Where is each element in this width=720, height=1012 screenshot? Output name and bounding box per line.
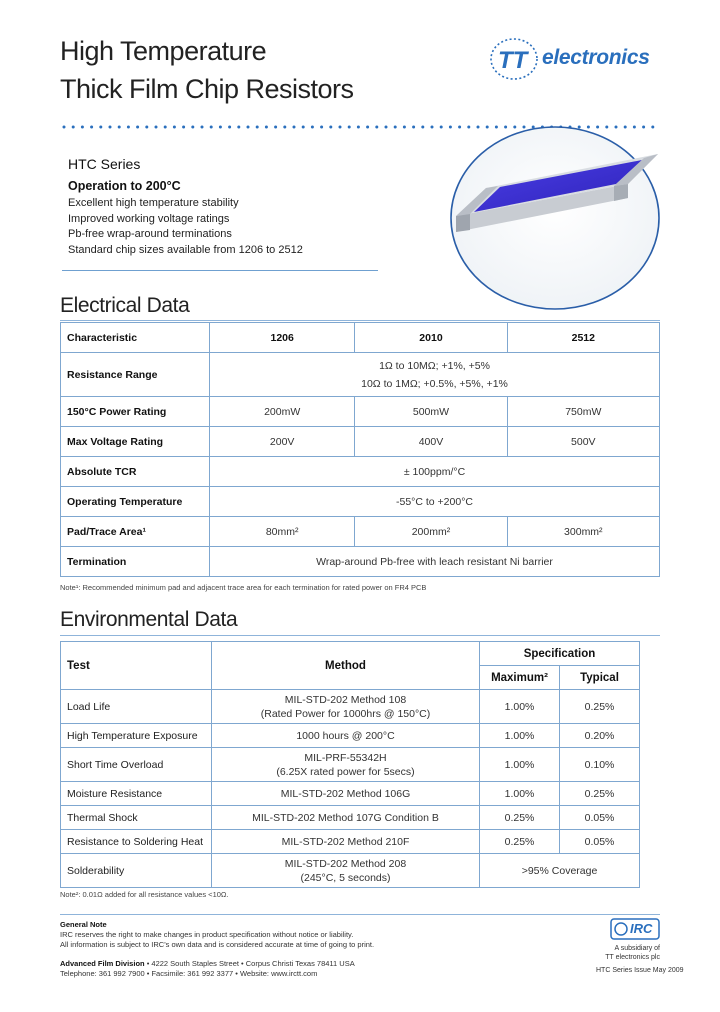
- tt-electronics-logo: [488, 36, 668, 82]
- max-cell: 1.00%: [480, 748, 560, 782]
- method-line: MIL-STD-202 Method 108: [284, 693, 407, 706]
- resistance-range-line-1: 1Ω to 10MΩ; +1%, +5%: [379, 359, 490, 372]
- table-row: [61, 547, 660, 577]
- operation-temp: Operation to 200°C: [68, 179, 181, 193]
- irc-logo: [610, 918, 660, 940]
- table-header-row: [61, 642, 640, 666]
- series-name: HTC Series: [68, 156, 141, 172]
- max-cell: 0.25%: [480, 830, 560, 854]
- test-name: Thermal Shock: [61, 806, 212, 830]
- test-name: Load Life: [61, 690, 212, 724]
- table-row: [61, 427, 660, 457]
- table-cell: 80mm²: [210, 517, 355, 547]
- typ-cell: 0.05%: [560, 830, 640, 854]
- method-line: (6.25X rated power for 5secs): [276, 765, 415, 778]
- table-cell: 400V: [355, 427, 507, 457]
- table-row: [61, 517, 660, 547]
- method-cell: [212, 854, 480, 888]
- electrical-data-table: [60, 322, 660, 577]
- environmental-heading-rule: [60, 635, 660, 636]
- general-note-title: General Note: [60, 920, 107, 929]
- environmental-note: Note²: 0.01Ω added for all resistance values <10Ω.: [60, 890, 229, 899]
- table-row: [61, 397, 660, 427]
- row-label: Resistance Range: [61, 353, 210, 397]
- logo-text: electronics: [542, 46, 650, 69]
- table-cell: 750mW: [507, 397, 659, 427]
- feature-list: [68, 196, 303, 258]
- table-row: [61, 748, 640, 782]
- resistance-range-line-2: 10Ω to 1MΩ; +0.5%, +5%, +1%: [361, 377, 508, 390]
- feature-item: Improved working voltage ratings: [68, 212, 230, 225]
- test-name: Resistance to Soldering Heat: [61, 830, 212, 854]
- table-cell: 200mm²: [355, 517, 507, 547]
- irc-logo-text: IRC: [630, 921, 653, 936]
- chip-resistor-image: [448, 124, 662, 312]
- row-label: Absolute TCR: [61, 457, 210, 487]
- general-note-line: All information is subject to IRC's own data and is considered accurate at time of going to print.: [60, 940, 375, 949]
- feature-item: Standard chip sizes available from 1206 to 2512: [68, 243, 303, 256]
- intro-divider: [62, 270, 378, 271]
- division-name: Advanced Film Division: [60, 959, 145, 968]
- tt-logo-mark-icon: [488, 36, 544, 82]
- row-label: Operating Temperature: [61, 487, 210, 517]
- method-cell: MIL-STD-202 Method 106G: [212, 782, 480, 806]
- row-label: Max Voltage Rating: [61, 427, 210, 457]
- table-cell: ± 100ppm/°C: [210, 457, 660, 487]
- typ-cell: 0.25%: [560, 782, 640, 806]
- svg-text:TT: TT: [498, 47, 528, 74]
- method-cell: [212, 748, 480, 782]
- test-name: High Temperature Exposure: [61, 724, 212, 748]
- issue-line: HTC Series Issue May 2009: [596, 967, 684, 974]
- typ-cell: 0.25%: [560, 690, 640, 724]
- electrical-heading-rule: [60, 320, 660, 321]
- division-address: • 4222 South Staples Street • Corpus Christi Texas 78411 USA: [146, 959, 355, 968]
- typ-cell: 0.20%: [560, 724, 640, 748]
- table-cell: 500mW: [355, 397, 507, 427]
- row-label: 150°C Power Rating: [61, 397, 210, 427]
- feature-item: Pb-free wrap-around terminations: [68, 228, 232, 240]
- page-title: [60, 32, 354, 108]
- method-cell: 1000 hours @ 200°C: [212, 724, 480, 748]
- max-cell: 0.25%: [480, 806, 560, 830]
- resistance-range-value: [210, 353, 660, 397]
- title-line-1: High Temperature: [60, 36, 267, 66]
- table-cell: 500V: [507, 427, 659, 457]
- table-row: [61, 353, 660, 397]
- table-row: [61, 854, 640, 888]
- col-header-2010: 2010: [355, 323, 507, 353]
- row-label: Pad/Trace Area¹: [61, 517, 210, 547]
- electrical-note: Note¹: Recommended minimum pad and adjacent trace area for each termination for rated power on FR4 PCB: [60, 583, 427, 592]
- table-cell: Wrap-around Pb-free with leach resistant Ni barrier: [210, 547, 660, 577]
- col-header-method: Method: [212, 642, 480, 690]
- test-name: Short Time Overload: [61, 748, 212, 782]
- method-line: MIL-PRF-55342H: [304, 751, 387, 764]
- method-cell: MIL-STD-202 Method 107G Condition B: [212, 806, 480, 830]
- contact-line: Telephone: 361 992 7900 • Facsimile: 361 992 3377 • Website: www.irctt.com: [60, 969, 318, 978]
- col-header-2512: 2512: [507, 323, 659, 353]
- table-row: [61, 830, 640, 854]
- table-header-row: [61, 323, 660, 353]
- col-header-1206: 1206: [210, 323, 355, 353]
- table-row: [61, 690, 640, 724]
- col-header-test: Test: [61, 642, 212, 690]
- method-cell: [212, 690, 480, 724]
- table-cell: 200V: [210, 427, 355, 457]
- test-name: Solderability: [61, 854, 212, 888]
- typ-cell: 0.05%: [560, 806, 640, 830]
- max-cell: 1.00%: [480, 690, 560, 724]
- table-row: [61, 487, 660, 517]
- table-row: [61, 806, 640, 830]
- electrical-data-heading: Electrical Data: [60, 294, 190, 317]
- table-row: [61, 724, 640, 748]
- typ-cell: 0.10%: [560, 748, 640, 782]
- max-cell: 1.00%: [480, 782, 560, 806]
- table-cell: -55°C to +200°C: [210, 487, 660, 517]
- subsidiary-info: [596, 944, 684, 975]
- method-line: (Rated Power for 1000hrs @ 150°C): [260, 707, 431, 720]
- title-line-2: Thick Film Chip Resistors: [60, 74, 354, 104]
- table-row: [61, 457, 660, 487]
- test-name: Moisture Resistance: [61, 782, 212, 806]
- environmental-data-heading: Environmental Data: [60, 608, 238, 631]
- feature-item: Excellent high temperature stability: [68, 197, 239, 209]
- environmental-data-table: [60, 641, 640, 888]
- table-cell: 200mW: [210, 397, 355, 427]
- subsidiary-line: A subsidiary of: [614, 945, 660, 952]
- subsidiary-line: TT electronics plc: [605, 954, 660, 961]
- table-cell: 300mm²: [507, 517, 659, 547]
- footer: [60, 920, 374, 979]
- spec-cell: >95% Coverage: [480, 854, 640, 888]
- method-line: MIL-STD-202 Method 208: [284, 857, 407, 870]
- col-header-typical: Typical: [560, 666, 640, 690]
- row-label: Termination: [61, 547, 210, 577]
- col-header-specification: Specification: [480, 642, 640, 666]
- method-line: (245°C, 5 seconds): [300, 871, 391, 884]
- footer-rule: [60, 914, 660, 915]
- general-note-line: IRC reserves the right to make changes in product specification without notice or liability.: [60, 930, 354, 939]
- max-cell: 1.00%: [480, 724, 560, 748]
- col-header-characteristic: Characteristic: [61, 323, 210, 353]
- col-header-maximum: Maximum²: [480, 666, 560, 690]
- method-cell: MIL-STD-202 Method 210F: [212, 830, 480, 854]
- table-row: [61, 782, 640, 806]
